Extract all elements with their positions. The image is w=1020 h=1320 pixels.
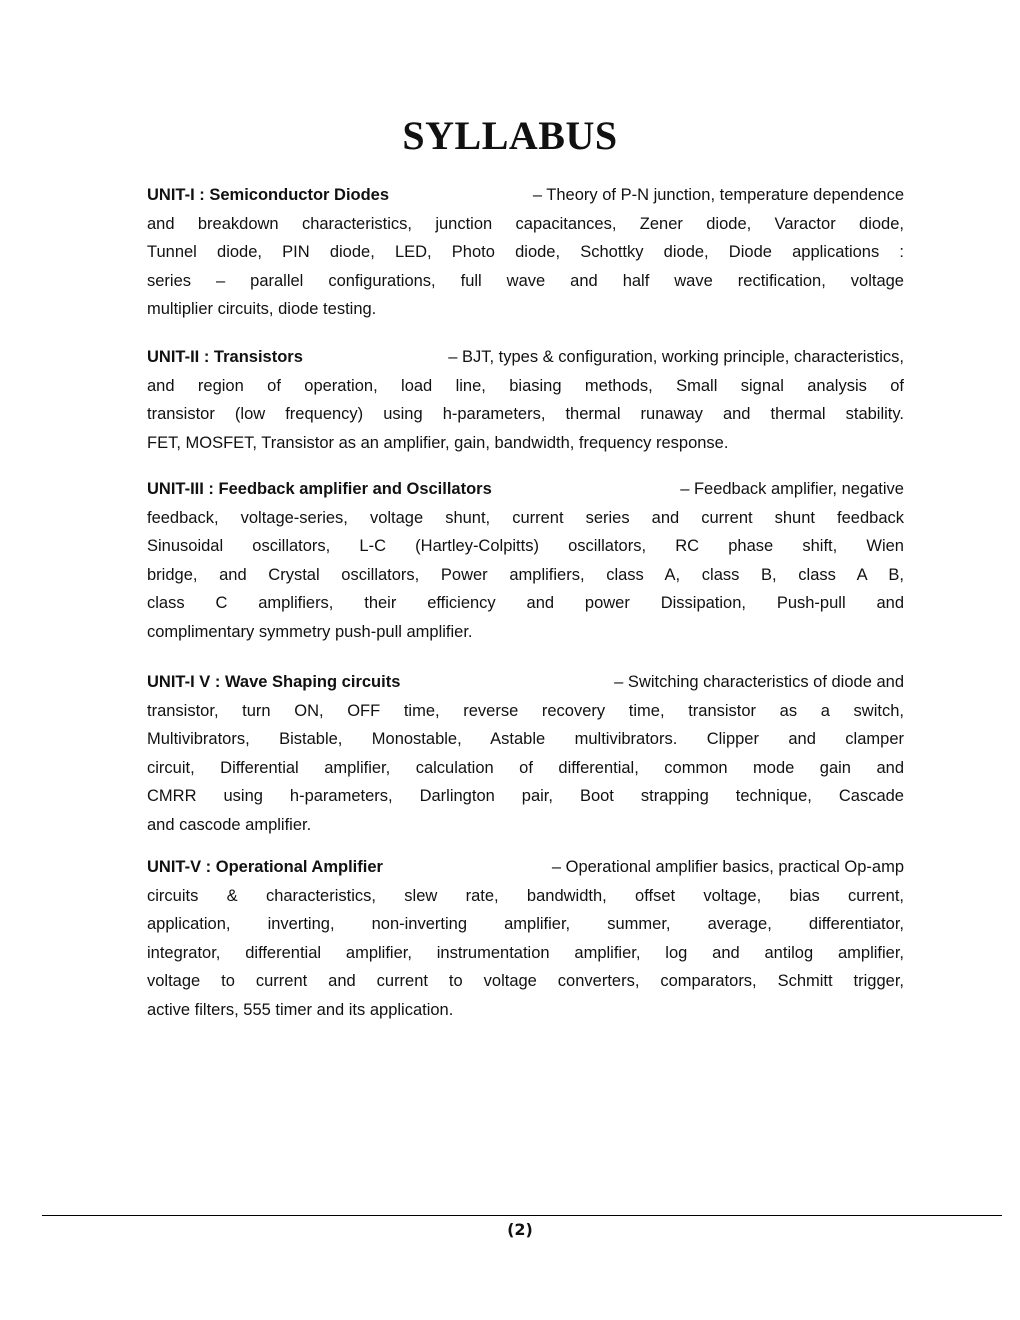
unit-first-line-text: – BJT, types & configuration, working principle, characteristics, <box>448 348 904 366</box>
unit-first-line <box>147 343 904 372</box>
unit-text-line: Tunnel diode, PIN diode, LED, Photo diode, Schottky diode, Diode applications : <box>147 243 904 261</box>
unit-label: UNIT-II : <box>147 348 210 366</box>
unit-title: Semiconductor Diodes <box>209 186 390 204</box>
unit-text-line: Multivibrators, Bistable, Monostable, Astable multivibrators. Clipper and clamper <box>147 730 904 748</box>
unit-first-line-text: – Operational amplifier basics, practical Op-amp <box>551 858 904 876</box>
unit-text-line: active filters, 555 timer and its application. <box>147 1000 454 1019</box>
unit-text-line: bridge, and Crystal oscillators, Power amplifiers, class A, class B, class A B, <box>147 565 904 584</box>
unit-text-line: transistor, turn ON, OFF time, reverse recovery time, transistor as a switch, <box>147 701 904 720</box>
unit-label: UNIT-I V : <box>147 673 221 691</box>
unit-text-line: feedback, voltage-series, voltage shunt, current series and current shunt feedback <box>147 508 904 527</box>
unit-title: Feedback amplifier and Oscillators <box>218 480 492 498</box>
unit-section <box>147 343 904 457</box>
unit-text-line: circuit, Differential amplifier, calculation of differential, common mode gain and <box>147 758 904 777</box>
unit-title: Operational Amplifier <box>215 858 383 876</box>
unit-first-line <box>147 668 904 697</box>
unit-text-line: FET, MOSFET, Transistor as an amplifier, gain, bandwidth, frequency response. <box>147 433 729 452</box>
unit-title: Transistors <box>213 348 303 366</box>
unit-first-line-text: – Switching characteristics of diode and <box>614 673 904 691</box>
unit-text-line: complimentary symmetry push-pull amplifier. <box>147 622 473 641</box>
unit-label: UNIT-III : <box>147 480 214 498</box>
page-title: SYLLABUS <box>402 113 618 158</box>
unit-section <box>147 853 904 1024</box>
unit-text-line: integrator, differential amplifier, instrumentation amplifier, log and antilog amplifier, <box>147 943 904 962</box>
unit-text-line: class C amplifiers, their efficiency and power Dissipation, Push-pull and <box>147 594 904 612</box>
unit-text-line: circuits & characteristics, slew rate, bandwidth, offset voltage, bias current, <box>147 886 904 905</box>
unit-label: UNIT-I : <box>147 186 205 204</box>
unit-text-line: transistor (low frequency) using h-parameters, thermal runaway and thermal stability. <box>147 405 904 423</box>
unit-text-line: voltage to current and current to voltage converters, comparators, Schmitt trigger, <box>147 972 904 990</box>
unit-label: UNIT-V : <box>147 858 212 876</box>
unit-title: Wave Shaping circuits <box>224 673 401 691</box>
unit-first-line-text: – Feedback amplifier, negative <box>680 480 904 498</box>
unit-text-line: application, inverting, non-inverting amplifier, summer, average, differentiator, <box>147 915 904 933</box>
unit-section <box>147 475 904 646</box>
unit-section <box>147 181 904 324</box>
unit-first-line <box>147 181 904 210</box>
unit-text-line: and cascode amplifier. <box>147 815 312 834</box>
unit-section <box>147 668 904 839</box>
unit-text-line: series – parallel configurations, full wave and half wave rectification, voltage <box>147 271 904 290</box>
unit-text-line: and region of operation, load line, biasing methods, Small signal analysis of <box>147 376 904 395</box>
unit-first-line <box>147 853 904 882</box>
unit-first-line <box>147 475 904 504</box>
footer-divider <box>42 1215 1002 1216</box>
unit-text-line: and breakdown characteristics, junction capacitances, Zener diode, Varactor diode, <box>147 214 904 233</box>
page-number: (2) <box>507 1220 533 1239</box>
unit-first-line-text: – Theory of P-N junction, temperature dependence <box>532 186 904 204</box>
unit-text-line: multiplier circuits, diode testing. <box>147 300 377 318</box>
unit-text-line: CMRR using h-parameters, Darlington pair, Boot strapping technique, Cascade <box>147 787 904 805</box>
unit-text-line: Sinusoidal oscillators, L-C (Hartley-Colpitts) oscillators, RC phase shift, Wien <box>147 537 904 555</box>
